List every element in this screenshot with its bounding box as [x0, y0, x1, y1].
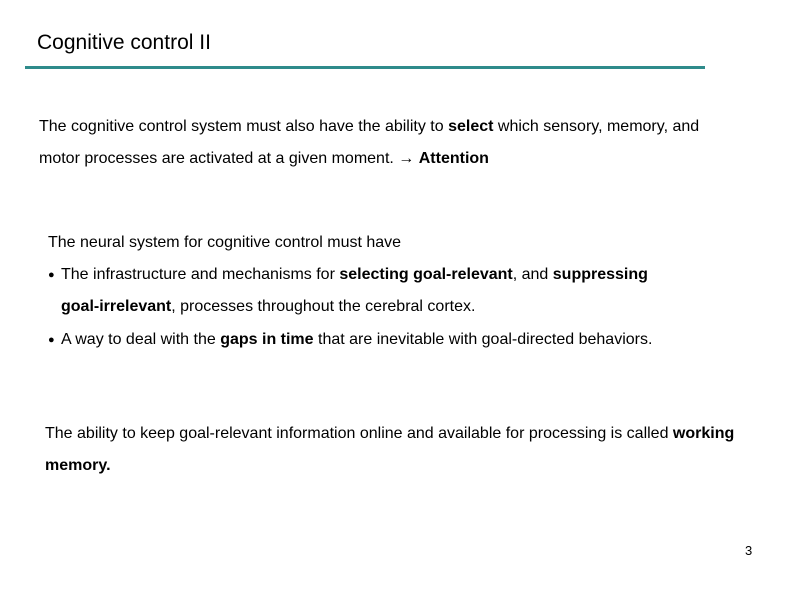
text-run: , and	[512, 266, 553, 283]
slide-title: Cognitive control II	[37, 31, 211, 54]
bullet-item-selection	[48, 259, 688, 323]
bullet-dot-icon: ●	[48, 334, 55, 346]
paragraph-working-memory	[45, 418, 745, 482]
text-run: The infrastructure and mechanisms for	[61, 266, 340, 283]
bold-select: select	[448, 118, 494, 135]
bold-gaps: gaps in time	[220, 331, 314, 348]
page-number: 3	[745, 543, 753, 558]
text-run: which sensory, memory, and motor processes are activated at a given moment. →	[39, 118, 700, 167]
bold-attention: Attention	[418, 150, 489, 167]
bold-suppressing: suppressing goal-irrelevant	[61, 266, 648, 315]
text-run: that are inevitable with goal-directed behaviors.	[313, 331, 653, 348]
title-underline	[25, 66, 705, 69]
bullet-text	[61, 259, 688, 323]
text-run: The ability to keep goal-relevant information online and available for processing is called	[45, 425, 673, 442]
bold-selecting: selecting goal-relevant	[339, 266, 513, 283]
bold-working-memory: working memory.	[45, 425, 735, 474]
bullet-dot-icon: ●	[48, 269, 55, 281]
bullet-text	[61, 324, 688, 356]
paragraph-neural-system: The neural system for cognitive control must have	[48, 234, 402, 251]
text-run: , processes throughout the cerebral cortex.	[171, 298, 476, 315]
text-run: The cognitive control system must also have the ability to	[39, 118, 449, 135]
text-run: A way to deal with the	[61, 331, 221, 348]
bullet-item-gaps	[48, 324, 688, 356]
paragraph-attention	[39, 111, 739, 175]
